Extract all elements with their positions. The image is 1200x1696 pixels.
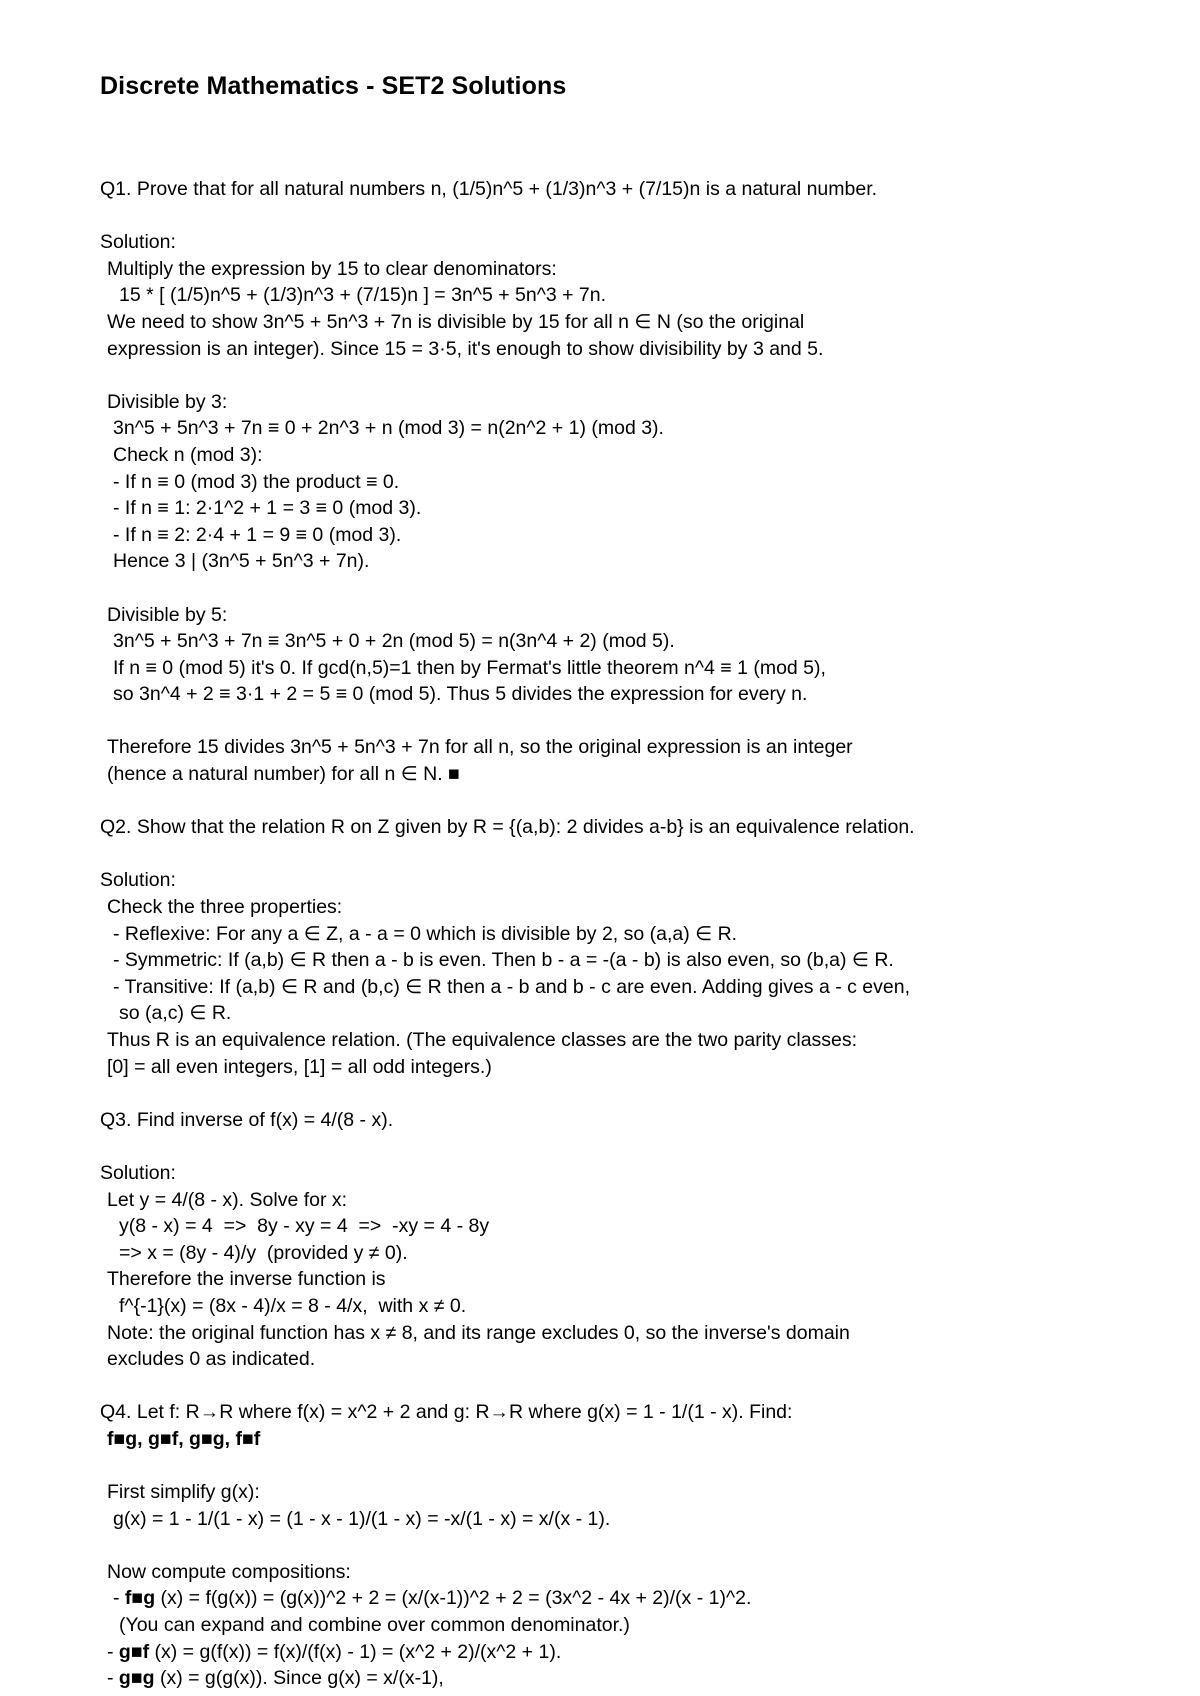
q4-expr-fg: (x) = f(g(x)) = (g(x))^2 + 2 = (x/(x-1))^2 + 2 = (3x^2 - 4x + 2)/(x - 1)^2. — [155, 1587, 752, 1610]
q2-line: [0] = all even integers, [1] = all odd integers.) — [107, 1055, 492, 1078]
q1-conclusion: (hence a natural number) for all n ∈ N. ■ — [107, 763, 460, 786]
q4-line: g(x) = 1 - 1/(1 - x) = (1 - x - 1)/(1 - x) = -x/(1 - x) = x/(x - 1). — [113, 1507, 611, 1530]
q4-composition-gf: - g■f (x) = g(f(x)) = f(x)/(f(x) - 1) = (x^2 + 2)/(x^2 + 1). — [107, 1640, 562, 1663]
q3-question: Q3. Find inverse of f(x) = 4/(8 - x). — [100, 1108, 394, 1131]
q4-composition-fg: - f■g (x) = f(g(x)) = (g(x))^2 + 2 = (x/(x-1))^2 + 2 = (3x^2 - 4x + 2)/(x - 1)^2. — [113, 1587, 752, 1610]
q1-line: 3n^5 + 5n^3 + 7n ≡ 3n^5 + 0 + 2n (mod 5) = n(3n^4 + 2) (mod 5). — [113, 630, 675, 653]
q4-op-gf: g■f — [118, 1640, 150, 1663]
q1-line: so 3n^4 + 2 ≡ 3·1 + 2 = 5 ≡ 0 (mod 5). Thus 5 divides the expression for every n. — [113, 683, 808, 706]
q1-question: Q1. Prove that for all natural numbers n, (1/5)n^5 + (1/3)n^3 + (7/15)n is a natural number. — [100, 178, 878, 200]
q3-line: Note: the original function has x ≠ 8, and its range excludes 0, so the inverse's domain — [107, 1321, 850, 1344]
q1-line: If n ≡ 0 (mod 5) it's 0. If gcd(n,5)=1 then by Fermat's little theorem n^4 ≡ 1 (mod 5), — [113, 656, 826, 679]
q1-line: - If n ≡ 0 (mod 3) the product ≡ 0. — [113, 470, 400, 493]
q1-line: - If n ≡ 1: 2·1^2 + 1 = 3 ≡ 0 (mod 3). — [113, 497, 422, 520]
q4-expr-gf: (x) = g(f(x)) = f(x)/(f(x) - 1) = (x^2 + 2)/(x^2 + 1). — [149, 1640, 562, 1663]
q2-line: - Symmetric: If (a,b) ∈ R then a - b is even. Then b - a = -(a - b) is also even, so (b,a) ∈ R. — [113, 949, 894, 972]
q3-line: Let y = 4/(8 - x). Solve for x: — [107, 1188, 348, 1211]
q1-solution-label: Solution: — [100, 231, 176, 254]
q4-op-fg: f■g — [124, 1587, 156, 1610]
q4-composition-gg: - g■g (x) = g(g(x)). Since g(x) = x/(x-1), — [107, 1667, 444, 1690]
q2-question: Q2. Show that the relation R on Z given by R = {(a,b): 2 divides a-b} is an equivalence relation. — [100, 816, 915, 839]
q4-compositions-heading: Now compute compositions: — [107, 1560, 351, 1583]
q3-line: y(8 - x) = 4 => 8y - xy = 4 => -xy = 4 - 8y — [119, 1215, 490, 1238]
q4-simplify-heading: First simplify g(x): — [107, 1481, 260, 1504]
q1-line: Check n (mod 3): — [113, 443, 263, 466]
q2-line: - Transitive: If (a,b) ∈ R and (b,c) ∈ R then a - b and b - c are even. Adding gives a - c even, — [113, 975, 911, 998]
document-body — [100, 176, 1160, 1692]
q2-line: - Reflexive: For any a ∈ Z, a - a = 0 which is divisible by 2, so (a,a) ∈ R. — [113, 922, 738, 945]
q1-div5-heading: Divisible by 5: — [107, 603, 228, 626]
q2-line: Check the three properties: — [107, 896, 343, 919]
q3-line: f^{-1}(x) = (8x - 4)/x = 8 - 4/x, with x ≠ 0. — [119, 1294, 467, 1317]
q3-line: => x = (8y - 4)/y (provided y ≠ 0). — [119, 1241, 408, 1264]
q3-line: excludes 0 as indicated. — [107, 1348, 316, 1371]
q1-line: 15 * [ (1/5)n^5 + (1/3)n^3 + (7/15)n ] = 3n^5 + 5n^3 + 7n. — [119, 284, 607, 307]
q4-line: (You can expand and combine over common denominator.) — [119, 1614, 630, 1637]
q1-line: 3n^5 + 5n^3 + 7n ≡ 0 + 2n^3 + n (mod 3) = n(2n^2 + 1) (mod 3). — [113, 417, 664, 440]
q4-question: Q4. Let f: R→R where f(x) = x^2 + 2 and g: R→R where g(x) = 1 - 1/(1 - x). Find: — [100, 1401, 793, 1424]
q4-expr-gg: (x) = g(g(x)). Since g(x) = x/(x-1), — [154, 1667, 444, 1690]
q3-line: Therefore the inverse function is — [107, 1268, 386, 1291]
document-title: Discrete Mathematics - SET2 Solutions — [100, 72, 567, 100]
q1-conclusion: Therefore 15 divides 3n^5 + 5n^3 + 7n for all n, so the original expression is an integer — [107, 736, 853, 759]
q2-line: so (a,c) ∈ R. — [119, 1002, 232, 1025]
q1-line: expression is an integer). Since 15 = 3·5, it's enough to show divisibility by 3 and 5. — [107, 337, 824, 360]
q1-line: Multiply the expression by 15 to clear denominators: — [107, 257, 557, 280]
q2-line: Thus R is an equivalence relation. (The equivalence classes are the two parity classes: — [107, 1029, 858, 1051]
q2-solution-label: Solution: — [100, 869, 176, 892]
q3-solution-label: Solution: — [100, 1161, 176, 1184]
q1-div3-heading: Divisible by 3: — [107, 390, 228, 413]
q4-op-gg: g■g — [118, 1667, 155, 1690]
q1-line: We need to show 3n^5 + 5n^3 + 7n is divisible by 15 for all n ∈ N (so the original — [107, 310, 805, 333]
q1-line: - If n ≡ 2: 2·4 + 1 = 9 ≡ 0 (mod 3). — [113, 523, 402, 546]
q4-find-list: f■g, g■f, g■g, f■f — [107, 1427, 261, 1450]
q1-line: Hence 3 | (3n^5 + 5n^3 + 7n). — [113, 550, 370, 573]
